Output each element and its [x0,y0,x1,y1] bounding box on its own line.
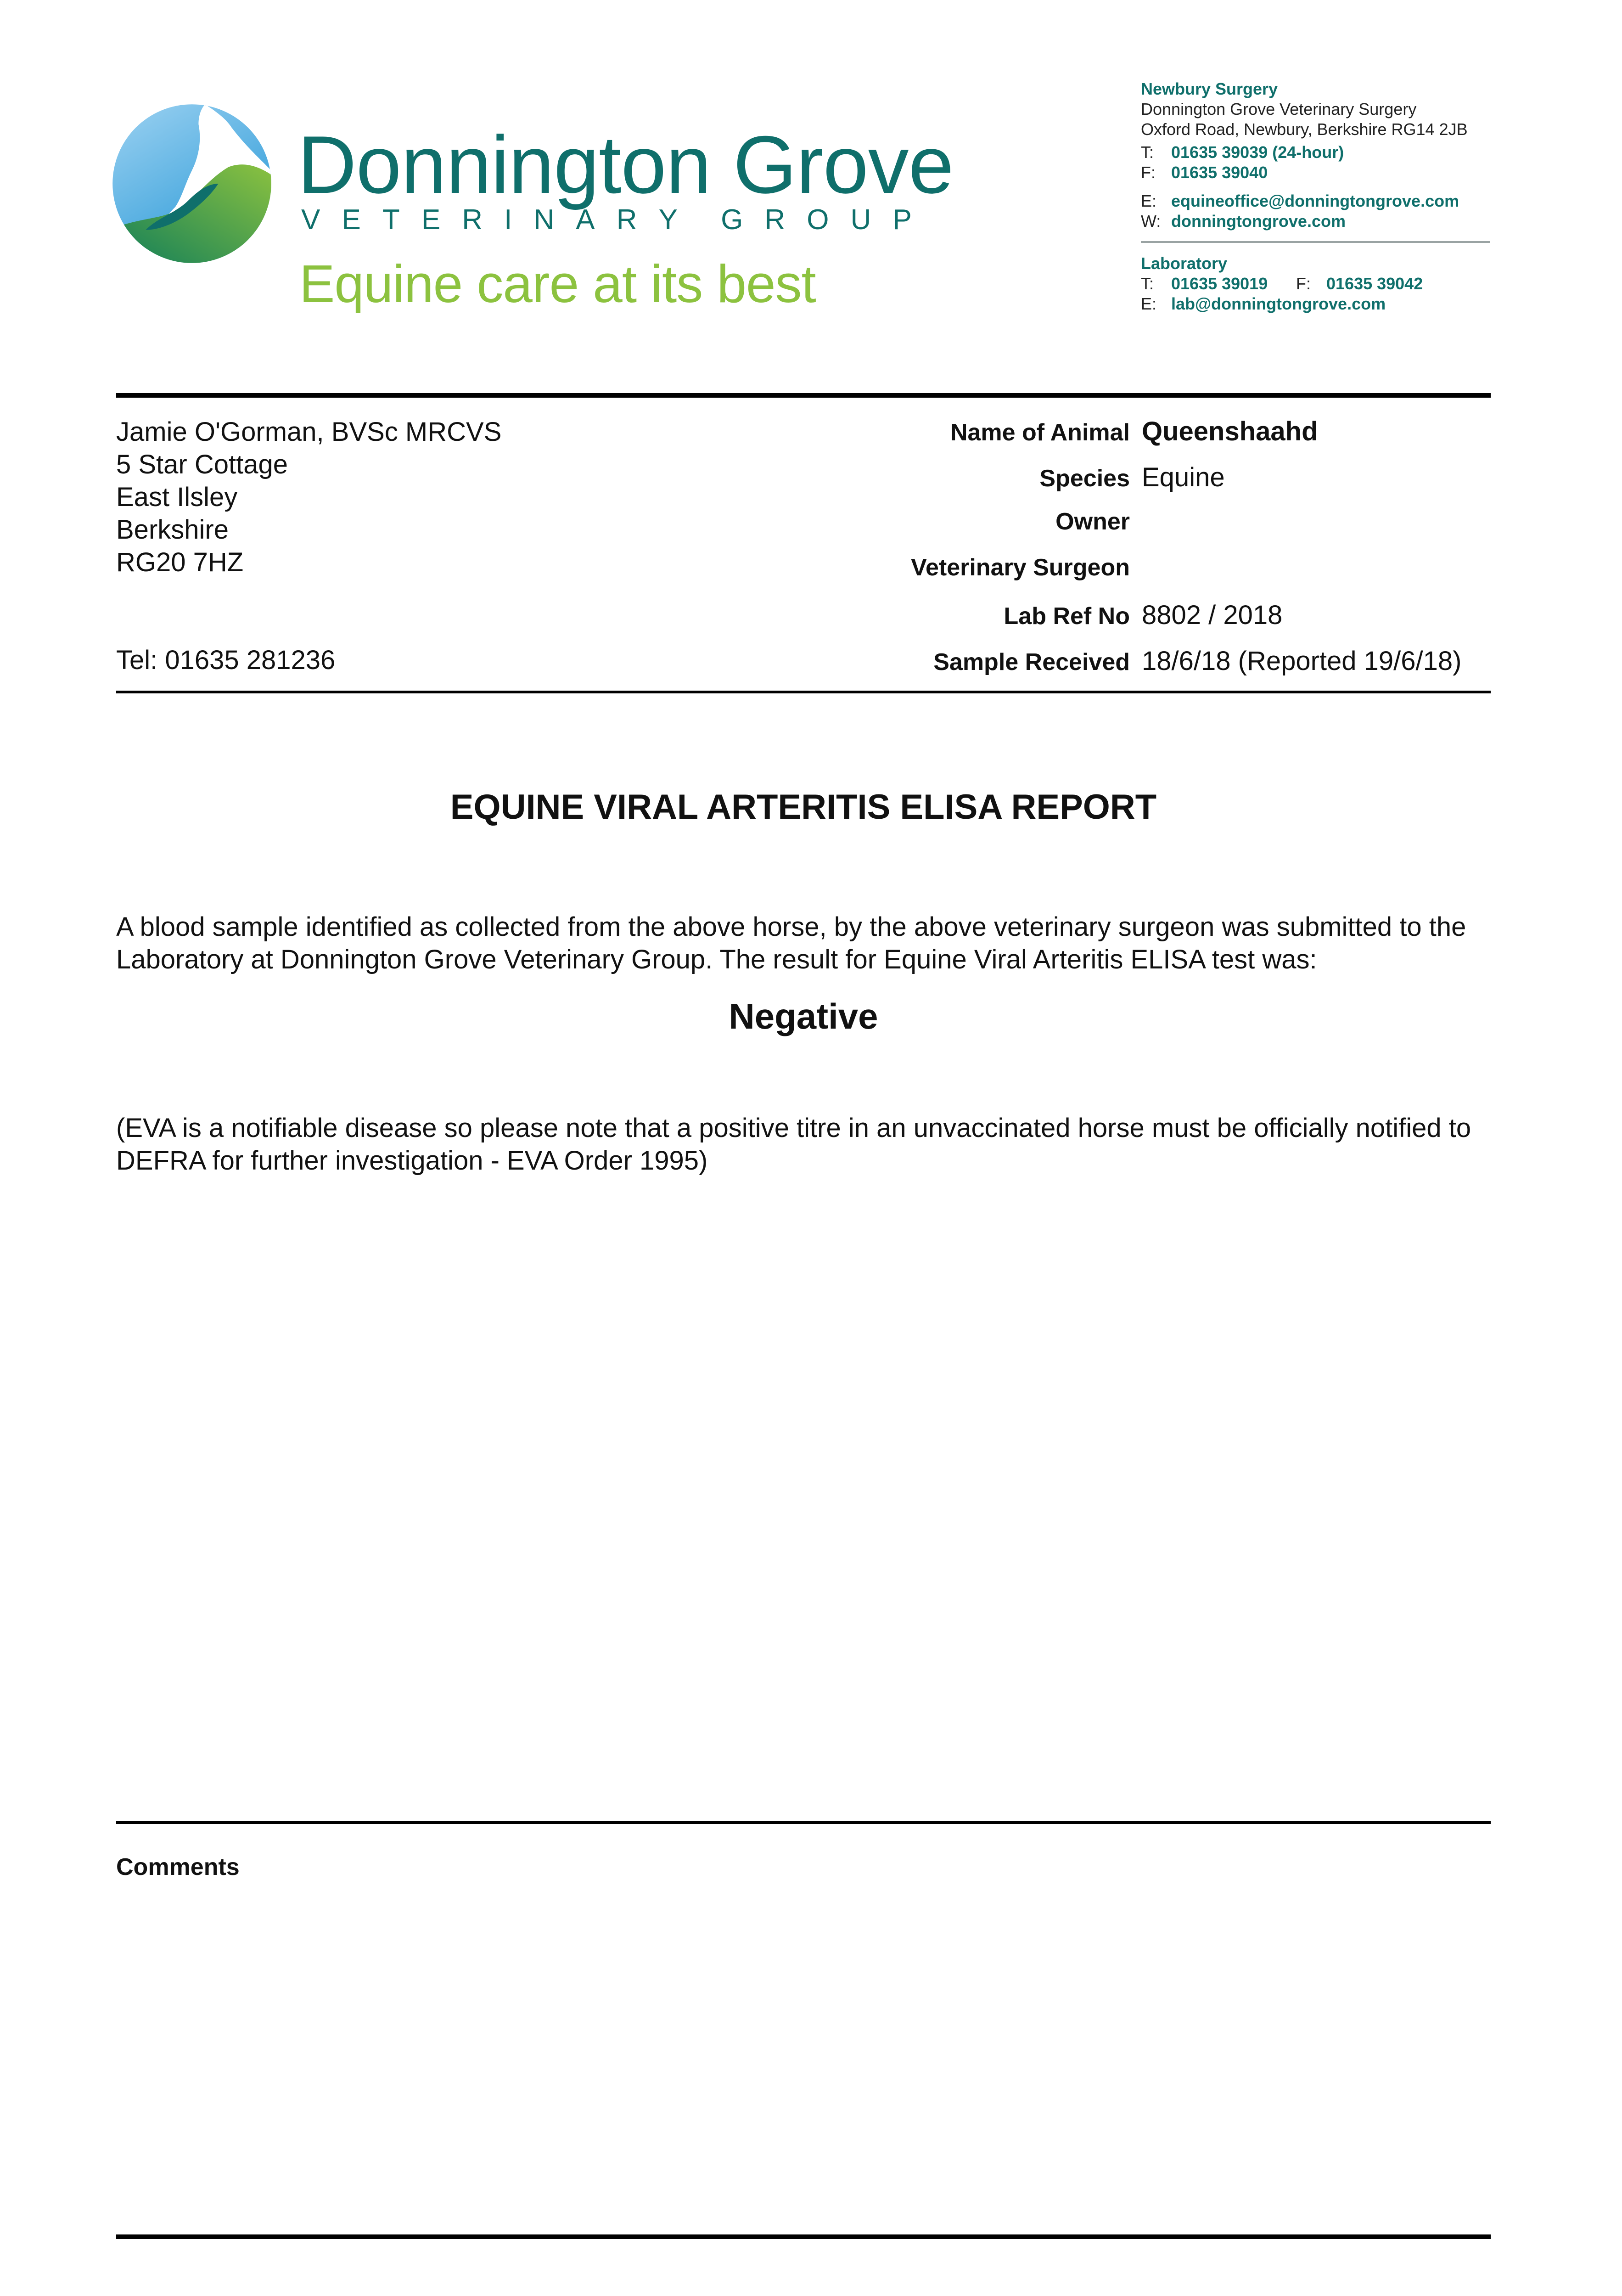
lab-phone-value: 01635 39019 [1171,274,1268,293]
brand-subtitle-letter: E [342,204,361,236]
phone-value: 01635 39039 (24-hour) [1171,143,1344,162]
brand-subtitle-letter: I [504,204,512,236]
web-label: W: [1141,212,1161,231]
email-label: E: [1141,191,1157,210]
brand-subtitle-letter: E [421,204,441,236]
horse-logo-icon [109,101,275,266]
footer-rule [116,2234,1491,2239]
brand-subtitle-letter: Y [658,204,678,236]
email-link[interactable]: equineoffice@donningtongrove.com [1171,191,1459,210]
address-line: Berkshire [116,515,229,545]
detail-row-vet [735,554,1515,600]
phone-label: T: [1141,143,1154,162]
brand-subtitle-letter: U [850,204,871,236]
brand-subtitle [301,206,912,234]
detail-row-animal [735,416,1515,462]
detail-value: Equine [1142,462,1225,492]
lab-email-label: E: [1141,294,1157,313]
comments-rule [116,1821,1491,1824]
lab-fax-label: F: [1296,274,1311,293]
detail-row-species [735,462,1515,508]
detail-value: 8802 / 2018 [1142,600,1283,630]
web-link[interactable]: donningtongrove.com [1171,212,1346,231]
lab-fax-value: 01635 39042 [1326,274,1423,293]
animal-details [735,416,1515,692]
comments-label: Comments [116,1854,240,1880]
report-note: (EVA is a notifiable disease so please note that a positive titre in an unvaccinated horse must be officially notified to DEFRA for further investigation - EVA Order 1995) [116,1113,1471,1176]
brand-subtitle-letter: R [616,204,637,236]
detail-value: Queenshaahd [1142,416,1318,446]
detail-row-sample [735,646,1515,692]
detail-row-labref [735,600,1515,646]
detail-label: Sample Received [933,649,1130,675]
fax-value: 01635 39040 [1171,163,1268,182]
detail-label: Owner [1055,508,1130,535]
brand-name: Donnington Grove [297,119,954,210]
recipient-tel: Tel: 01635 281236 [116,645,336,675]
surgery-title: Newbury Surgery [1141,79,1278,98]
report-title: EQUINE VIRAL ARTERITIS ELISA REPORT [450,788,1157,827]
detail-value: 18/6/18 (Reported 19/6/18) [1142,646,1462,676]
brand-subtitle-letter: O [807,204,829,236]
recipient-address [116,416,501,579]
address-line: East Ilsley [116,482,238,512]
brand-subtitle-letter: R [764,204,786,236]
contact-divider [1141,241,1490,243]
report-intro: A blood sample identified as collected from the above horse, by the above veterinary surgeon was submitted to the Laboratory at Donnington Grove Veterinary Group. The result for Equine Viral Arteritis ELISA test was: [116,912,1466,974]
brand-tagline: Equine care at its best [299,254,816,314]
address-line: Jamie O'Gorman, BVSc MRCVS [116,417,502,447]
lab-email-link[interactable]: lab@donningtongrove.com [1171,294,1386,313]
detail-row-owner [735,508,1515,554]
brand-subtitle-letter: P [892,204,912,236]
detail-label: Name of Animal [950,419,1130,446]
header-rule [116,393,1491,398]
surgery-address: Oxford Road, Newbury, Berkshire RG14 2JB [1141,120,1468,139]
brand-subtitle-letter: G [721,204,743,236]
brand-subtitle-letter: V [301,204,320,236]
surgery-contact [1141,79,1468,231]
address-line: RG20 7HZ [116,547,244,577]
detail-label: Veterinary Surgeon [911,554,1130,581]
address-line: 5 Star Cottage [116,450,288,479]
laboratory-contact [1141,253,1423,314]
detail-label: Lab Ref No [1004,603,1130,630]
fax-label: F: [1141,163,1156,182]
brand-subtitle-letter: R [462,204,483,236]
brand-subtitle-letter: T [382,204,400,236]
detail-label: Species [1039,465,1130,492]
brand-subtitle-letter: N [533,204,555,236]
lab-phone-label: T: [1141,274,1154,293]
lab-title: Laboratory [1141,254,1228,273]
brand-subtitle-letter: A [576,204,595,236]
test-result: Negative [729,996,878,1036]
surgery-name: Donnington Grove Veterinary Surgery [1141,100,1417,118]
